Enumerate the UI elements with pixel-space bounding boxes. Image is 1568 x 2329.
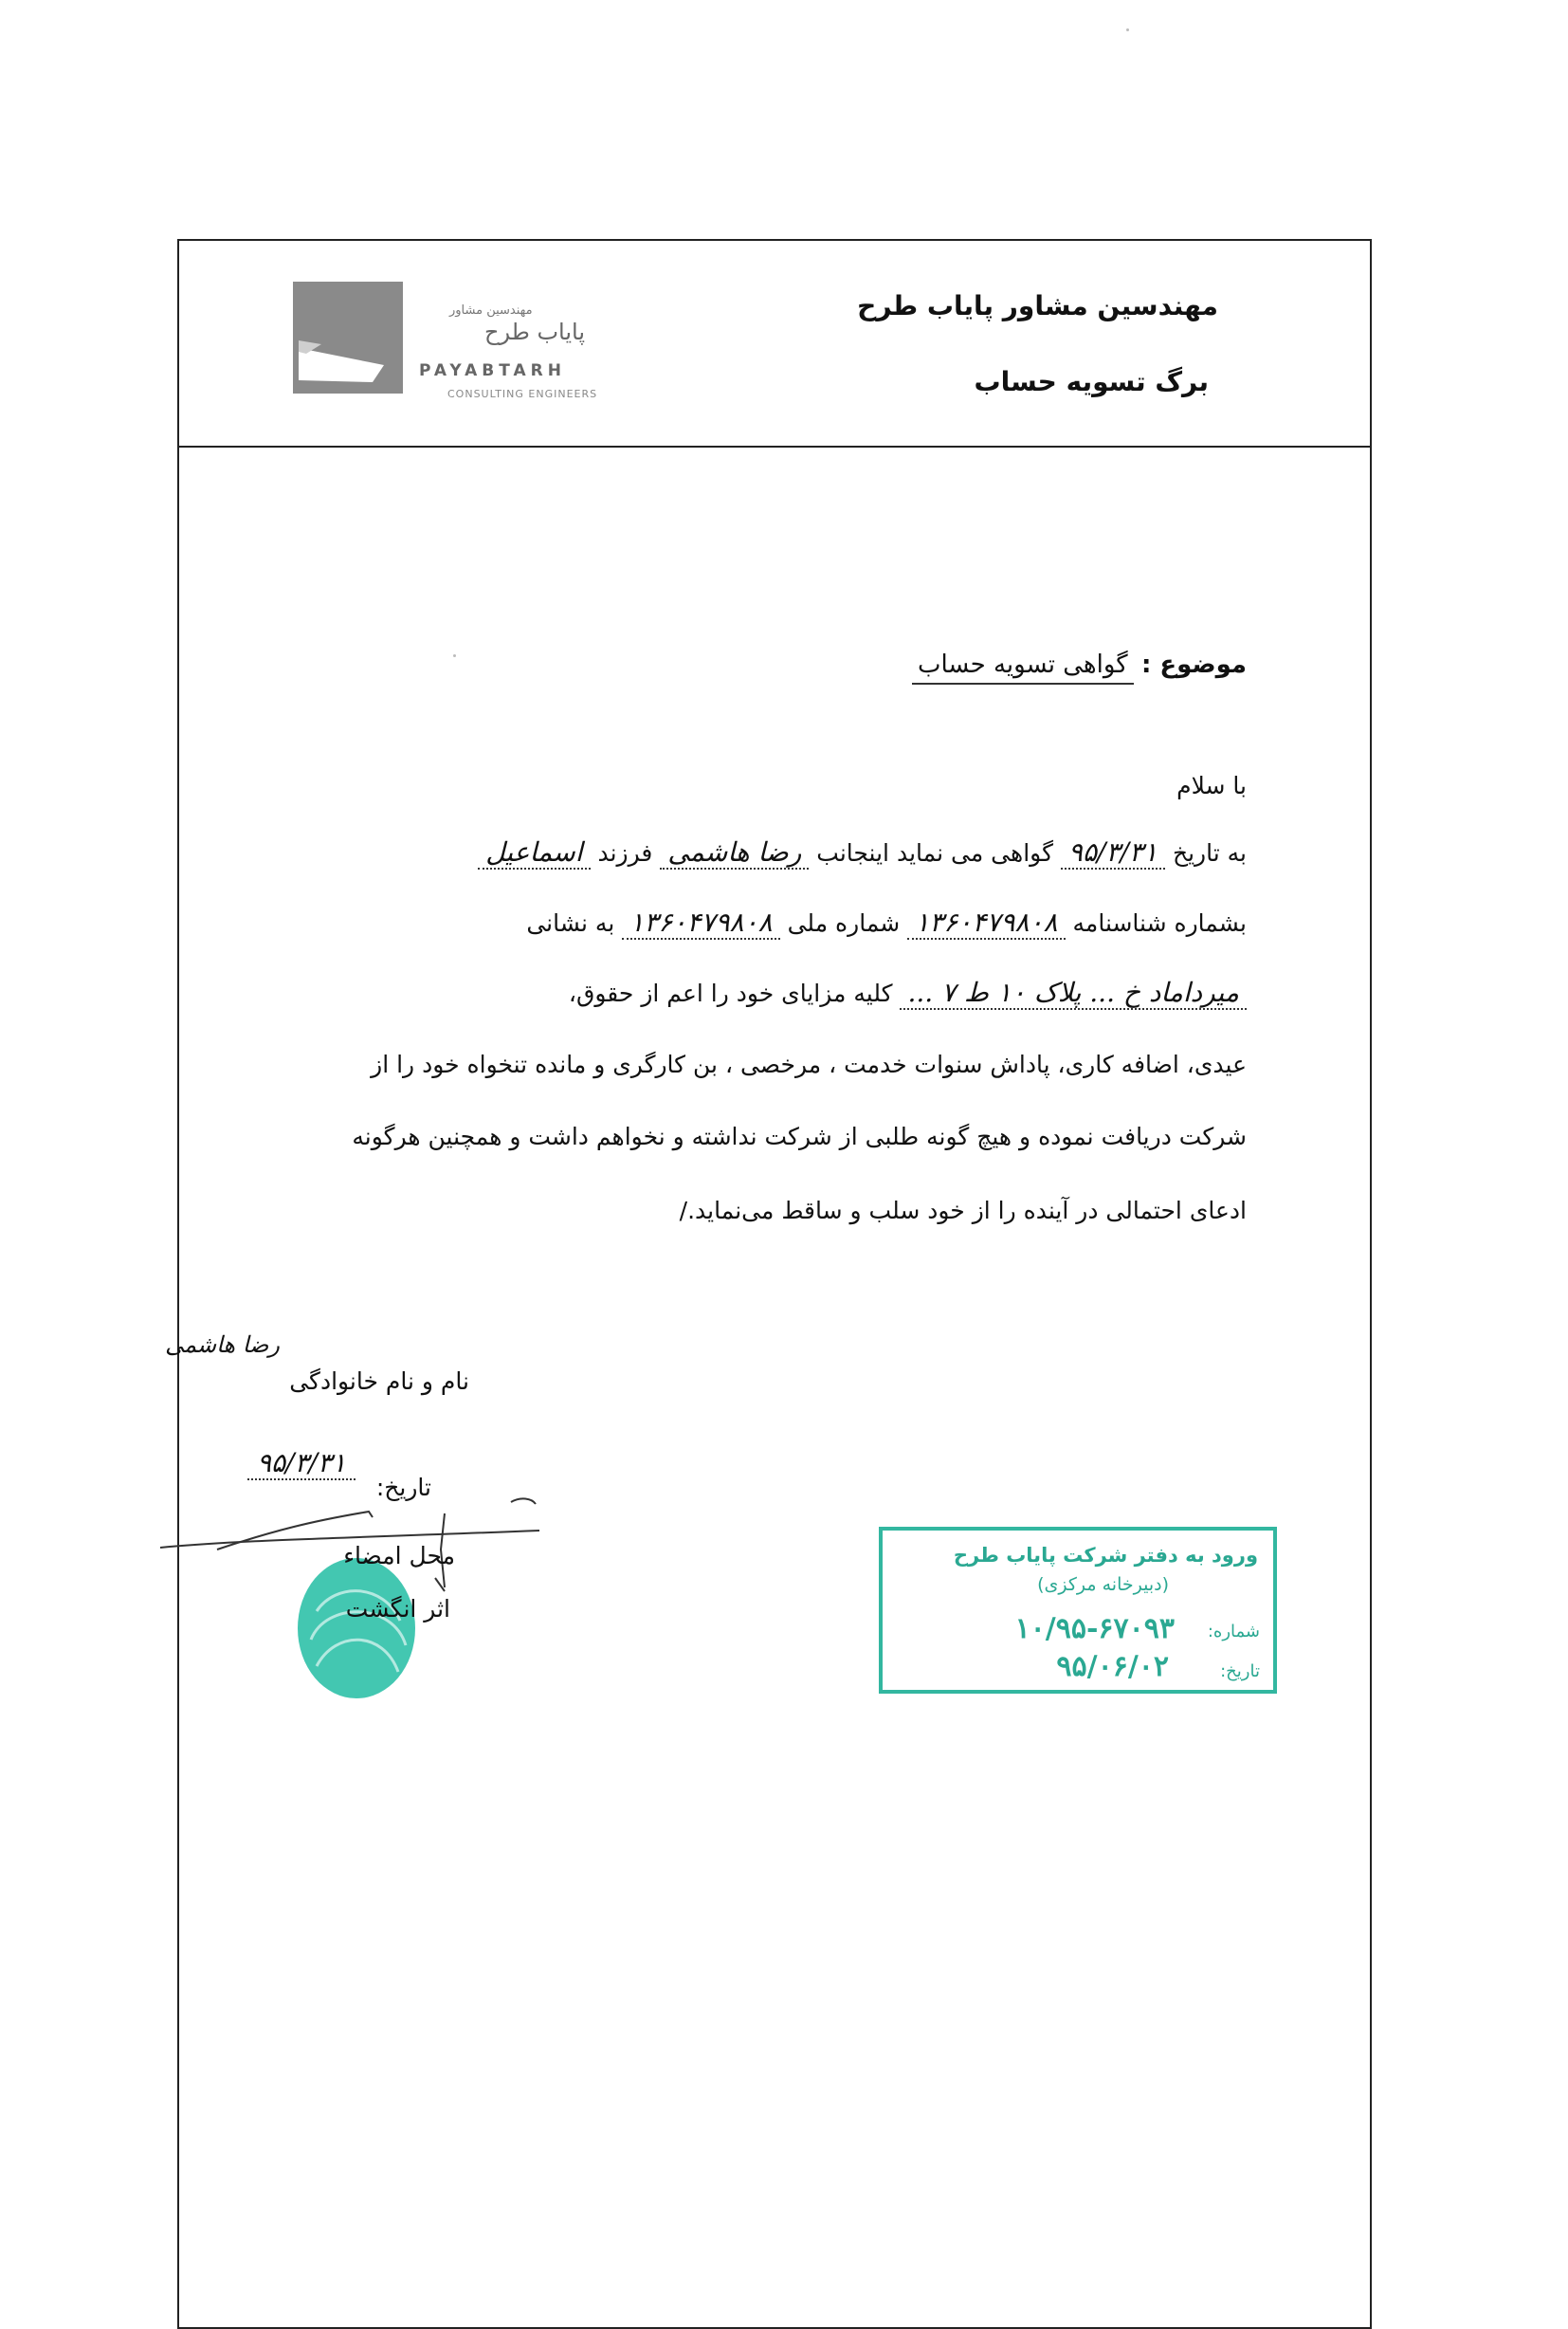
fingerprint-label: اثر انگشت bbox=[345, 1595, 450, 1623]
body-line-3 bbox=[274, 977, 1247, 1015]
logo-english-name: PAYABTARH bbox=[419, 361, 566, 380]
text-national-number: شماره ملی bbox=[787, 909, 901, 937]
scan-speck bbox=[453, 654, 456, 657]
body-line-1 bbox=[274, 836, 1247, 874]
handwritten-sign-date: ۹۵/۳/۳۱ bbox=[247, 1447, 356, 1480]
handwritten-father-name: اسماعیل bbox=[478, 836, 590, 870]
subject-label: موضوع : bbox=[1140, 651, 1247, 679]
handwritten-signer-name: رضا هاشمی bbox=[165, 1331, 280, 1358]
body-line-2 bbox=[274, 907, 1247, 944]
stamp-title: ورود به دفتر شرکت پایاب طرح bbox=[953, 1544, 1258, 1567]
company-name: مهندسین مشاور پایاب طرح bbox=[857, 290, 1218, 321]
handwritten-name: رضا هاشمی bbox=[660, 836, 809, 870]
body-line-4: عیدی، اضافه کاری، پاداش سنوات خدمت ، مرخصی ، بن کارگری و مانده تنخواه خود را از bbox=[371, 1051, 1247, 1078]
stamp-date-label: تاریخ: bbox=[1220, 1661, 1260, 1681]
text-date-intro: به تاریخ bbox=[1172, 839, 1247, 867]
greeting: با سلام bbox=[1176, 772, 1247, 799]
document-frame bbox=[165, 239, 1372, 2329]
subject-value: گواهی تسویه حساب bbox=[912, 651, 1134, 685]
text-benefits: کلیه مزایای خود را اعم از حقوق، bbox=[568, 980, 893, 1007]
body-line-5: شرکت دریافت نموده و هیچ گونه طلبی از شرکت نداشته و نخواهم داشت و همچنین هرگونه bbox=[352, 1123, 1247, 1150]
body-line-6: ادعای احتمالی در آینده را از خود سلب و ساقط می‌نماید./ bbox=[679, 1197, 1247, 1224]
stamp-subtitle: (دبیرخانه مرکزی) bbox=[1037, 1574, 1169, 1595]
text-id-number: بشماره شناسنامه bbox=[1072, 909, 1247, 937]
handwritten-id-number: ۱۳۶۰۴۷۹۸۰۸ bbox=[907, 907, 1065, 940]
subject-line bbox=[912, 651, 1247, 679]
name-label: نام و نام خانوادگی bbox=[289, 1367, 469, 1395]
stamp-number-label: شماره: bbox=[1207, 1622, 1260, 1641]
registration-stamp bbox=[879, 1527, 1277, 1694]
text-address: به نشانی bbox=[526, 909, 615, 937]
stamp-number-value: ۱۰/۹۵-۶۷۰۹۳ bbox=[1014, 1612, 1175, 1645]
handwritten-date: ۹۵/۳/۳۱ bbox=[1061, 836, 1165, 870]
date-label: تاریخ: bbox=[375, 1474, 431, 1501]
signature-place-label: محل امضاء bbox=[343, 1542, 455, 1569]
company-logo-icon bbox=[293, 282, 403, 394]
logo-persian-small: مهندسین مشاور bbox=[449, 303, 533, 318]
logo-persian-name: پایاب طرح bbox=[484, 319, 586, 345]
handwritten-address: میرداماد خ ... پلاک ۱۰ ط ۷ ... bbox=[900, 977, 1247, 1010]
letterhead bbox=[179, 241, 1370, 448]
logo-english-subtitle: CONSULTING ENGINEERS bbox=[447, 388, 598, 400]
stamp-date-value: ۹۵/۰۶/۰۲ bbox=[1056, 1650, 1169, 1683]
handwritten-national-number: ۱۳۶۰۴۷۹۸۰۸ bbox=[622, 907, 779, 940]
text-certify: گواهی می نماید اینجانب bbox=[816, 839, 1053, 867]
text-child-of: فرزند bbox=[597, 839, 653, 867]
fingerprint-icon bbox=[288, 1554, 430, 1706]
form-title: برگ تسویه حساب bbox=[974, 366, 1209, 397]
scan-speck bbox=[1126, 28, 1129, 31]
